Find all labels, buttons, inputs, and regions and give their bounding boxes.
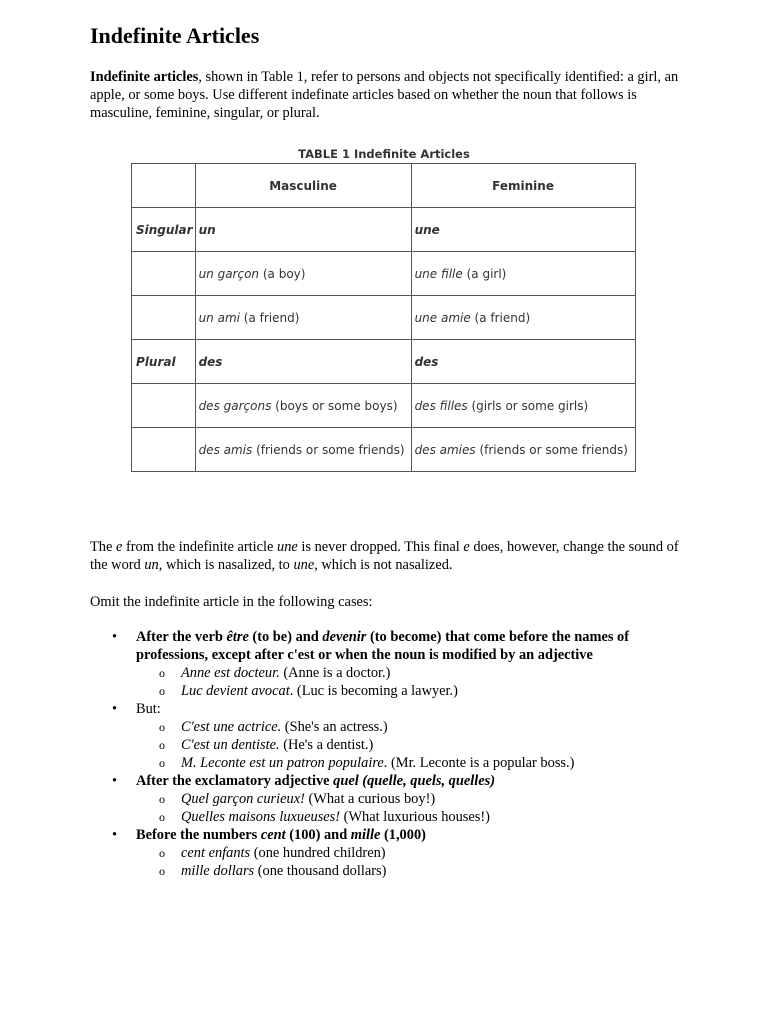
example-gloss: (a friend) bbox=[470, 310, 531, 325]
text-run: does, however, change the sound of the word bbox=[90, 539, 679, 573]
text-run: After the exclamatory adjective bbox=[136, 773, 334, 789]
example-gloss: (boys or some boys) bbox=[271, 398, 398, 413]
row-label-cell bbox=[132, 384, 196, 428]
omission-cases-list bbox=[90, 628, 690, 880]
example-word: un garçon bbox=[198, 266, 260, 281]
french-example: M. Leconte est un patron populaire bbox=[181, 755, 384, 771]
feminine-cell bbox=[411, 252, 635, 296]
text-run: (to be) and bbox=[248, 629, 323, 645]
case-heading bbox=[136, 772, 690, 790]
table-corner-cell bbox=[132, 164, 196, 208]
english-translation: (He's a dentist.) bbox=[279, 737, 374, 753]
french-example: Quel garçon curieux! bbox=[181, 791, 305, 807]
english-translation: (one hundred children) bbox=[250, 845, 386, 861]
example-word: des garçons bbox=[198, 398, 272, 413]
case-heading bbox=[136, 628, 690, 664]
table-row bbox=[132, 428, 636, 472]
table-row bbox=[132, 208, 636, 252]
french-example: C'est un dentiste. bbox=[181, 737, 280, 753]
article-masculine: des bbox=[198, 354, 223, 369]
french-example: Luc devient avocat bbox=[181, 683, 290, 699]
nasalization-paragraph bbox=[90, 538, 680, 574]
italic-term: un bbox=[144, 557, 159, 573]
omit-intro-paragraph: Omit the indefinite article in the following cases: bbox=[90, 594, 373, 610]
example-item bbox=[136, 862, 690, 880]
italic-term: devenir bbox=[322, 629, 367, 645]
example-item bbox=[136, 844, 690, 862]
example-item bbox=[136, 718, 690, 736]
example-gloss: (friends or some friends) bbox=[252, 442, 405, 457]
intro-text: , shown in Table 1, refer to persons and objects not specifically identified: a girl, an apple, or some boys. Use different indefinate articles based on whether the noun that follows is masculine, feminine, singular, or plural. bbox=[90, 69, 679, 121]
english-translation: (She's an actress.) bbox=[281, 719, 388, 735]
text-run: (100) and bbox=[285, 827, 351, 843]
table-row bbox=[132, 296, 636, 340]
example-word: des amis bbox=[198, 442, 253, 457]
row-label-cell bbox=[132, 296, 196, 340]
column-header-masculine: Masculine bbox=[195, 164, 411, 208]
intro-paragraph bbox=[90, 68, 680, 122]
italic-term: quel (quelle, quels, quelles) bbox=[333, 773, 496, 789]
english-translation: . (Luc is becoming a lawyer.) bbox=[289, 683, 458, 699]
example-item bbox=[136, 682, 690, 700]
example-word: un ami bbox=[198, 310, 240, 325]
french-example: cent enfants bbox=[181, 845, 251, 861]
case-heading: • But: bbox=[136, 701, 161, 717]
french-example: mille dollars bbox=[181, 863, 255, 879]
text-run: is never dropped. This final bbox=[297, 539, 464, 555]
french-example: Quelles maisons luxueuses! bbox=[181, 809, 341, 825]
italic-term: e bbox=[463, 539, 470, 555]
masculine-cell bbox=[195, 252, 411, 296]
example-item bbox=[136, 790, 690, 808]
example-word: des filles bbox=[414, 398, 468, 413]
indefinite-articles-table bbox=[131, 163, 636, 472]
masculine-cell bbox=[195, 340, 411, 384]
example-list bbox=[136, 718, 690, 772]
text-run: After the verb bbox=[136, 629, 227, 645]
english-translation: (Anne is a doctor.) bbox=[279, 665, 391, 681]
example-word: une amie bbox=[414, 310, 471, 325]
text-run: Before the numbers bbox=[136, 827, 261, 843]
masculine-cell bbox=[195, 208, 411, 252]
row-label: Plural bbox=[136, 354, 176, 369]
french-example: Anne est docteur. bbox=[181, 665, 280, 681]
table-caption: TABLE 1 Indefinite Articles bbox=[298, 147, 470, 161]
page-title: Indefinite Articles bbox=[90, 23, 260, 48]
intro-term: Indefinite articles bbox=[90, 69, 199, 85]
row-label-cell bbox=[132, 252, 196, 296]
row-label-cell bbox=[132, 428, 196, 472]
example-gloss: (girls or some girls) bbox=[467, 398, 589, 413]
example-list bbox=[136, 790, 690, 826]
text-run: from the indefinite article bbox=[122, 539, 278, 555]
masculine-cell bbox=[195, 384, 411, 428]
masculine-cell bbox=[195, 296, 411, 340]
example-item bbox=[136, 754, 690, 772]
example-item bbox=[136, 736, 690, 754]
case-item bbox=[90, 700, 690, 772]
case-heading bbox=[136, 826, 690, 844]
table-header-row bbox=[132, 164, 636, 208]
row-label: Singular bbox=[136, 222, 193, 237]
italic-term: une bbox=[293, 557, 315, 573]
table-row bbox=[132, 340, 636, 384]
text-run: The bbox=[90, 539, 116, 555]
table-row bbox=[132, 252, 636, 296]
masculine-cell bbox=[195, 428, 411, 472]
example-item bbox=[136, 808, 690, 826]
table-row bbox=[132, 384, 636, 428]
french-example: C'est une actrice. bbox=[181, 719, 282, 735]
english-translation: (What a curious boy!) bbox=[304, 791, 436, 807]
feminine-cell bbox=[411, 296, 635, 340]
case-item bbox=[90, 628, 690, 700]
text-run: (to become) that come before the names of professions, except after c'est or when the noun is modified by an adjective bbox=[136, 629, 630, 663]
example-gloss: (a girl) bbox=[462, 266, 507, 281]
example-word: une fille bbox=[414, 266, 463, 281]
english-translation: (What luxurious houses!) bbox=[340, 809, 490, 825]
case-item bbox=[90, 826, 690, 880]
example-gloss: (a friend) bbox=[239, 310, 300, 325]
article-feminine: des bbox=[414, 354, 439, 369]
text-run: , which is nasalized, to bbox=[158, 557, 294, 573]
row-label-cell bbox=[132, 340, 196, 384]
italic-term: une bbox=[277, 539, 298, 555]
example-item bbox=[136, 664, 690, 682]
text-run: , which is not nasalized. bbox=[314, 557, 453, 573]
column-header-feminine: Feminine bbox=[411, 164, 635, 208]
example-list bbox=[136, 664, 690, 700]
example-gloss: (friends or some friends) bbox=[475, 442, 628, 457]
feminine-cell bbox=[411, 208, 635, 252]
italic-term: mille bbox=[350, 827, 381, 843]
italic-term: cent bbox=[260, 827, 286, 843]
text-run: (1,000) bbox=[380, 827, 426, 843]
feminine-cell bbox=[411, 428, 635, 472]
english-translation: (one thousand dollars) bbox=[254, 863, 387, 879]
example-gloss: (a boy) bbox=[259, 266, 306, 281]
english-translation: . (Mr. Leconte is a popular boss.) bbox=[383, 755, 575, 771]
case-item bbox=[90, 772, 690, 826]
feminine-cell bbox=[411, 340, 635, 384]
article-masculine: un bbox=[198, 222, 216, 237]
feminine-cell bbox=[411, 384, 635, 428]
italic-term: e bbox=[115, 539, 123, 555]
article-feminine: une bbox=[414, 222, 440, 237]
example-list bbox=[136, 844, 690, 880]
example-word: des amies bbox=[414, 442, 476, 457]
row-label-cell bbox=[132, 208, 196, 252]
italic-term: être bbox=[226, 629, 249, 645]
